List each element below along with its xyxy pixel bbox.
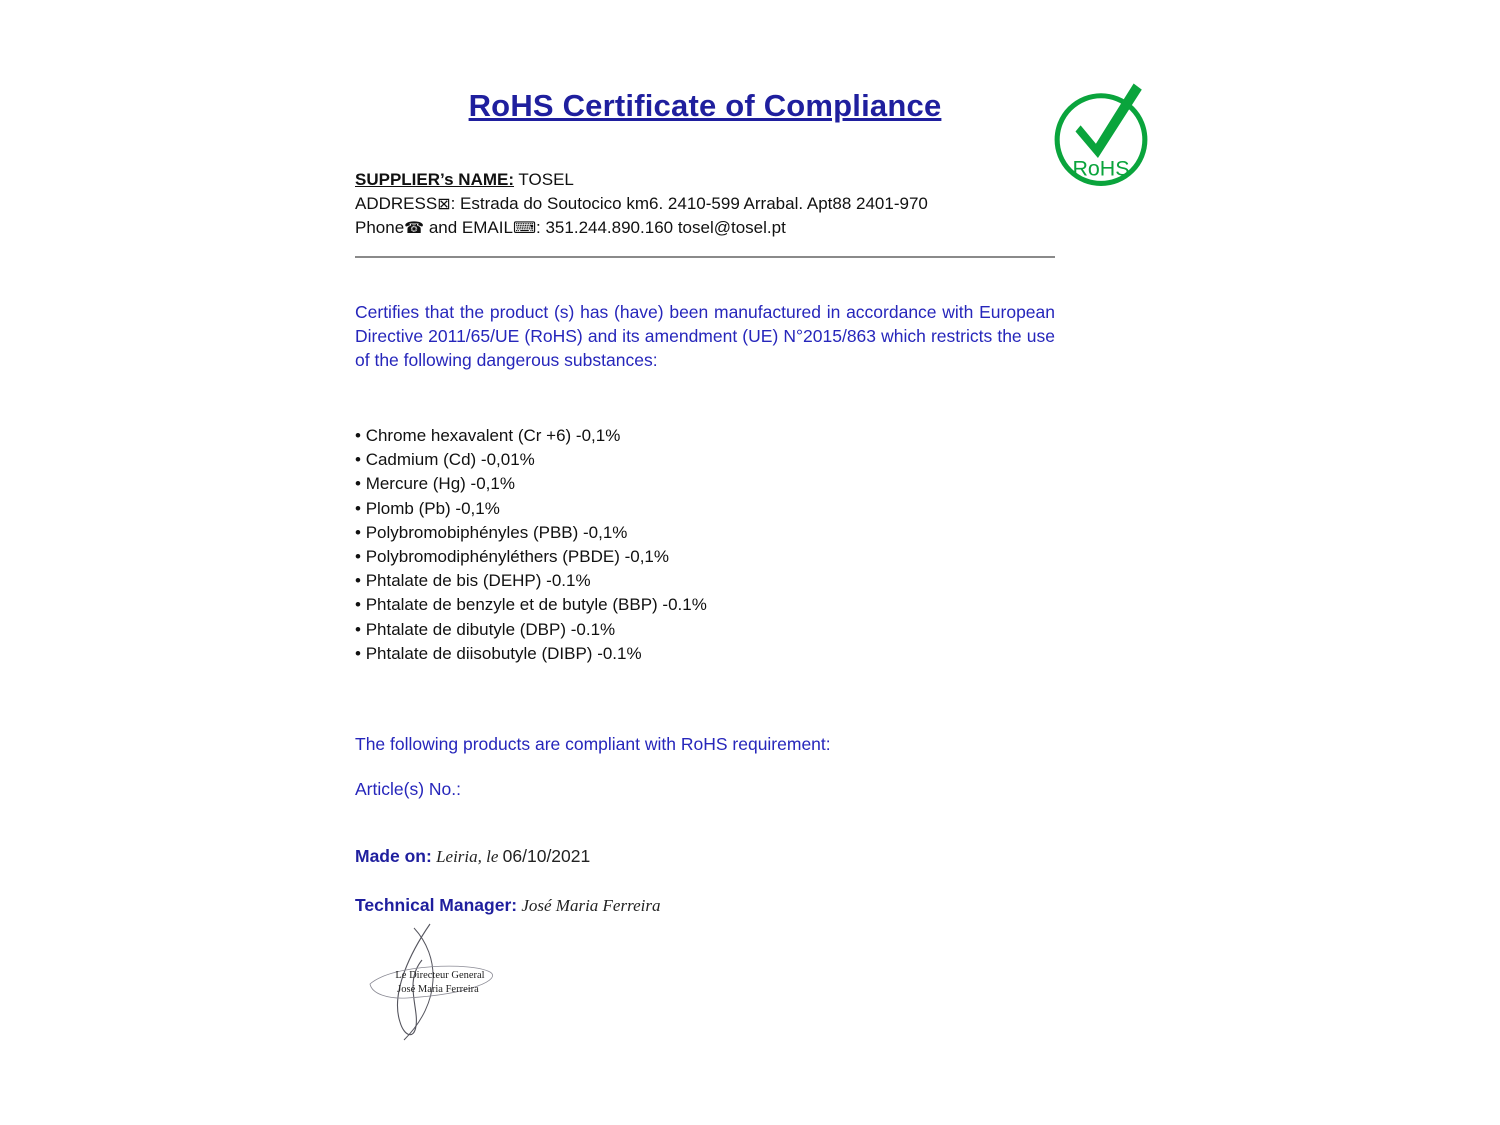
computer-icon: ⌨ <box>512 218 537 237</box>
article-number-label: Article(s) No.: <box>355 779 461 800</box>
substance-text: Mercure (Hg) -0,1% <box>365 474 515 494</box>
phone-icon: ☎ <box>404 218 425 237</box>
page-title: RoHS Certificate of Compliance <box>468 88 942 123</box>
substance-text: Polybromodiphényléthers (PBDE) -0,1% <box>365 547 669 567</box>
list-item <box>355 618 1055 642</box>
substance-text: Chrome hexavalent (Cr +6) -0,1% <box>365 426 621 445</box>
list-item <box>355 569 1055 593</box>
list-item <box>355 642 1055 666</box>
address-value: : Estrada do Soutocico km6. 2410-599 Arrabal. Apt88 2401-970 <box>450 194 928 213</box>
technical-manager-label: Technical Manager: <box>355 895 518 916</box>
signature-image <box>352 922 522 1052</box>
made-on-line <box>355 846 1055 867</box>
list-item <box>355 521 1055 545</box>
rohs-logo <box>1050 80 1152 188</box>
contact-value: : 351.244.890.160 tosel@tosel.pt <box>536 218 786 237</box>
technical-manager-line <box>355 895 1055 916</box>
supplier-name-value: TOSEL <box>514 170 574 189</box>
phone-label: Phone <box>355 218 405 237</box>
compliance-statement: The following products are compliant with RoHS requirement: <box>355 734 831 755</box>
list-item <box>355 424 1055 448</box>
document-body <box>355 0 1055 916</box>
substance-text: Polybromobiphényles (PBB) -0,1% <box>365 522 628 542</box>
list-item <box>355 448 1055 472</box>
made-on-date: 06/10/2021 <box>502 846 591 867</box>
address-label: ADDRESS <box>355 194 438 213</box>
made-on-label: Made on: <box>355 846 432 867</box>
substance-text: Phtalate de bis (DEHP) -0.1% <box>365 571 591 591</box>
supplier-name-label: SUPPLIER’s NAME: <box>355 170 515 189</box>
substance-text: Phtalate de dibutyle (DBP) -0.1% <box>365 619 616 639</box>
technical-manager-value: José Maria Ferreira <box>517 896 661 916</box>
list-item <box>355 497 1055 521</box>
list-item <box>355 593 1055 617</box>
signature-title-text: Le Directeur General <box>395 970 485 981</box>
email-label: and EMAIL <box>424 218 513 237</box>
supplier-block <box>355 168 1055 240</box>
signature-name-text: José Maria Ferreira <box>397 984 479 995</box>
supplier-contact-line <box>355 216 1055 240</box>
substance-text: Phtalate de benzyle et de butyle (BBP) -0.1% <box>365 595 707 615</box>
substances-list <box>355 424 1055 666</box>
substance-text: Plomb (Pb) -0,1% <box>365 498 500 518</box>
supplier-name-line <box>355 168 1055 192</box>
logo-text: RoHS <box>1072 156 1130 181</box>
list-item <box>355 545 1055 569</box>
substance-text: Phtalate de diisobutyle (DIBP) -0.1% <box>365 643 642 663</box>
certification-statement: Certifies that the product (s) has (have) been manufactured in accordance with European Directive 2011/65/UE (RoHS) and its amendment (UE) N°2015/863 which restricts the use of the following dangerous substances: <box>355 302 1055 370</box>
supplier-address-line <box>355 192 1055 216</box>
list-item <box>355 472 1055 496</box>
section-divider <box>355 256 1055 258</box>
substance-text: Cadmium (Cd) -0,01% <box>365 450 535 470</box>
envelope-icon: ⊠ <box>437 194 451 213</box>
made-on-place: Leiria, le <box>431 847 503 867</box>
